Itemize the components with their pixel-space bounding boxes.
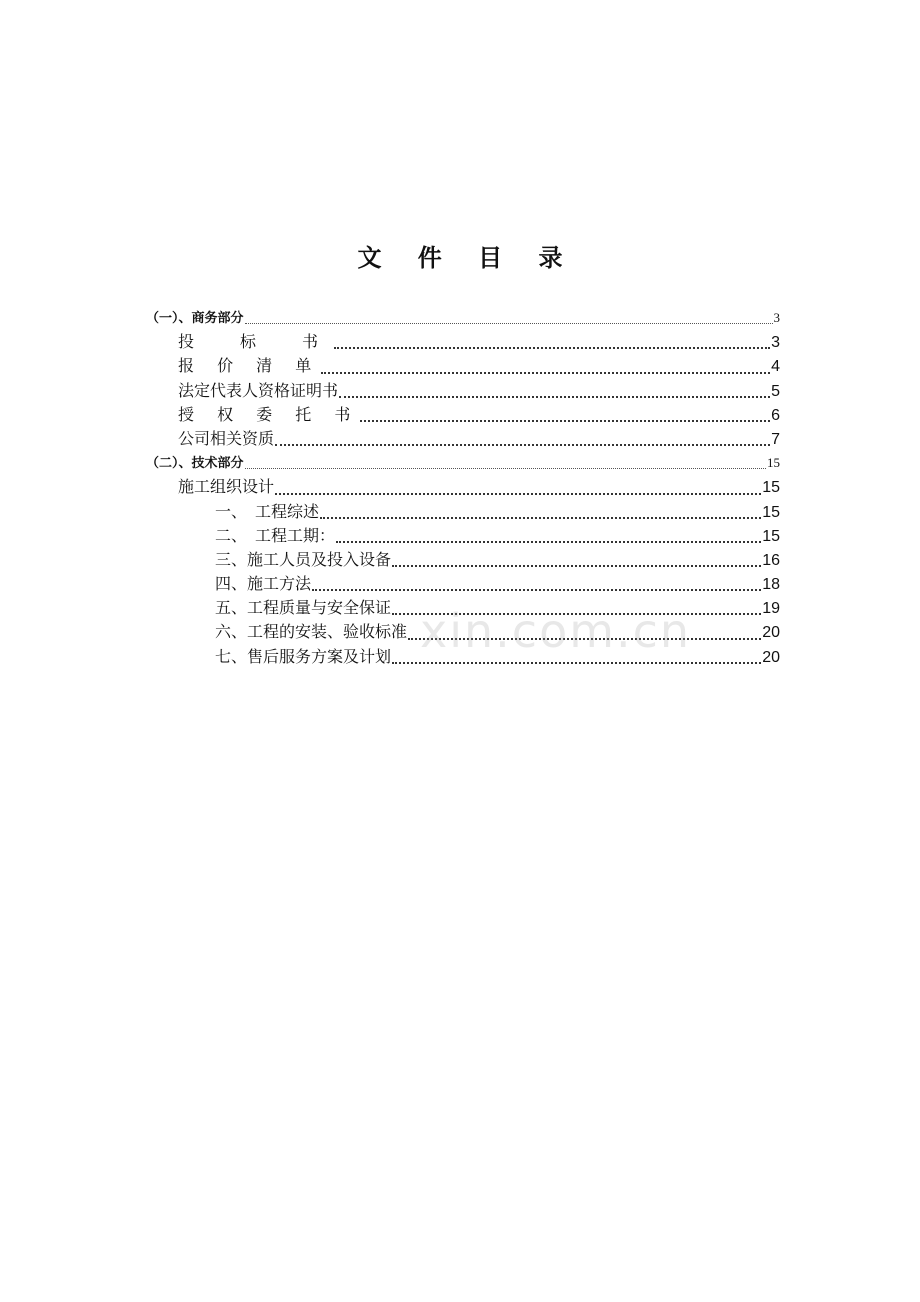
toc-entry-label: 投 标 书 <box>178 332 334 352</box>
toc-entry-label: （二）、技术部分 <box>146 456 244 472</box>
toc-section-row[interactable] <box>146 306 780 330</box>
toc-page-number: 15 <box>762 503 780 521</box>
toc-dot-leader <box>339 396 770 398</box>
toc-entry-row[interactable] <box>146 427 780 451</box>
toc-page-number: 20 <box>762 648 780 666</box>
toc-page-number: 19 <box>762 600 780 618</box>
toc-entry-row[interactable] <box>146 524 780 548</box>
toc-entry-label: 授 权 委 托 书 <box>178 404 360 424</box>
toc-entry-row[interactable] <box>146 572 780 596</box>
toc-dot-leader <box>392 565 761 567</box>
toc-entry-label: 四、施工方法 <box>215 574 312 594</box>
toc-entry-label: 施工组织设计 <box>178 477 275 497</box>
toc-entry-row[interactable] <box>146 354 780 378</box>
watermark: xin.com.cn <box>420 604 692 658</box>
toc-section-row[interactable] <box>146 451 780 475</box>
document-title: 文 件 目 录 <box>357 244 577 272</box>
toc-entry-row[interactable] <box>146 330 780 354</box>
toc-entry-label: 公司相关资质 <box>178 428 275 448</box>
toc-dot-leader <box>275 493 761 495</box>
toc-dot-leader <box>336 541 761 543</box>
toc-dot-leader <box>392 613 761 615</box>
toc-page-number: 3 <box>773 310 780 325</box>
toc-entry-label: 报 价 清 单 <box>178 356 321 376</box>
toc-dot-leader <box>392 662 761 664</box>
toc-dot-leader <box>320 517 761 519</box>
toc-dot-leader <box>321 372 770 374</box>
toc-dot-leader <box>408 638 761 640</box>
toc-entry-row[interactable] <box>146 596 780 620</box>
toc-page-number: 15 <box>767 455 780 471</box>
toc-entry-label: 七、售后服务方案及计划 <box>215 646 392 666</box>
toc-dot-leader <box>334 347 770 349</box>
toc-entry-row[interactable] <box>146 500 780 524</box>
toc-entry-row[interactable] <box>146 620 780 644</box>
toc-page-number: 18 <box>762 576 780 594</box>
toc-entry-row[interactable] <box>146 475 780 499</box>
toc-dot-leader <box>360 420 770 422</box>
toc-entry-label: 五、工程质量与安全保证 <box>215 598 392 618</box>
toc-entry-label: 六、工程的安装、验收标准 <box>215 622 408 642</box>
toc-entry-row[interactable] <box>146 645 780 669</box>
toc-page-number: 5 <box>771 382 780 400</box>
toc-page-number: 4 <box>771 358 780 376</box>
toc-entry-label: 法定代表人资格证明书 <box>178 380 339 400</box>
toc-page-number: 16 <box>762 551 780 569</box>
toc-entry-label: 二、 工程工期： <box>215 525 336 545</box>
toc-page-number: 20 <box>762 624 780 642</box>
toc-page-number: 7 <box>771 430 780 448</box>
toc-dot-leader <box>245 468 766 469</box>
toc-entry-row[interactable] <box>146 379 780 403</box>
toc-page-number: 6 <box>771 406 780 424</box>
toc-dot-leader <box>275 444 770 446</box>
toc-entry-label: 一、 工程综述 <box>215 501 320 521</box>
table-of-contents <box>146 306 780 669</box>
toc-entry-row[interactable] <box>146 403 780 427</box>
toc-page-number: 15 <box>762 479 780 497</box>
toc-entry-label: （一）、商务部分 <box>146 311 244 326</box>
toc-entry-row[interactable] <box>146 548 780 572</box>
toc-page-number: 15 <box>762 527 780 545</box>
toc-entry-label: 三、施工人员及投入设备 <box>215 549 392 569</box>
toc-page-number: 3 <box>771 334 780 352</box>
toc-dot-leader <box>312 589 761 591</box>
toc-dot-leader <box>245 323 773 324</box>
